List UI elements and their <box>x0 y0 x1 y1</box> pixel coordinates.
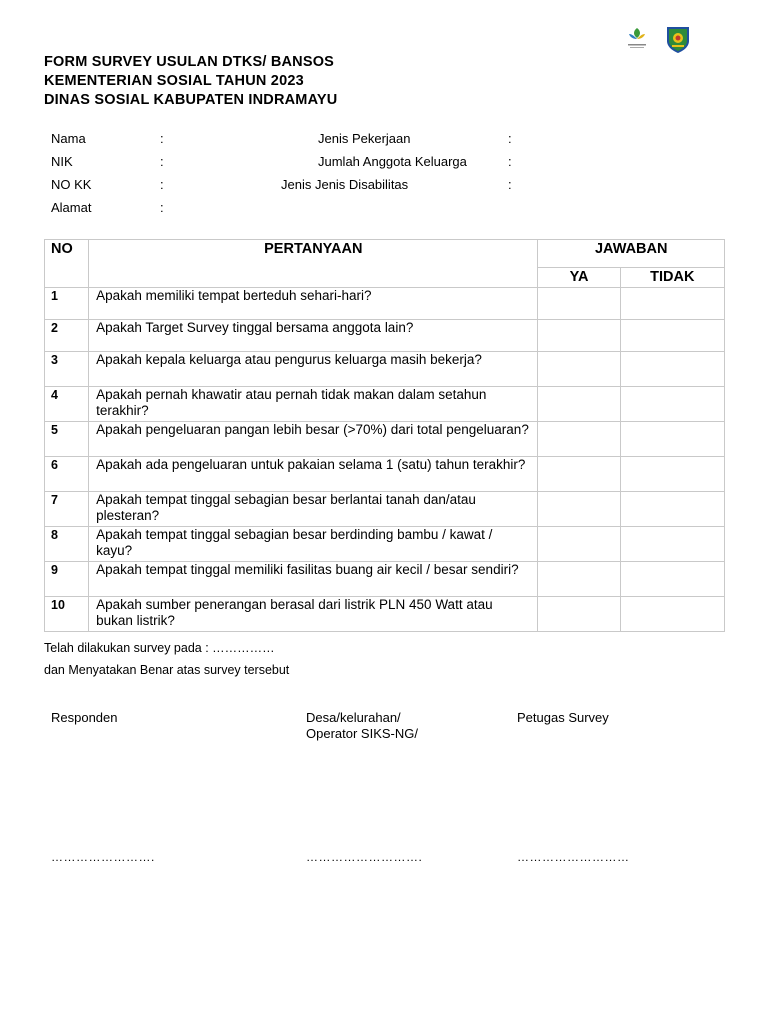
table-row <box>45 387 725 422</box>
header-no: NO <box>45 240 89 288</box>
signature-label-desa-line2: Operator SIKS-NG/ <box>306 726 418 741</box>
header-pertanyaan: PERTANYAAN <box>89 240 538 288</box>
statement-line: dan Menyatakan Benar atas survey tersebut <box>44 663 290 677</box>
answer-ya-cell[interactable] <box>538 422 620 457</box>
answer-ya-cell[interactable] <box>538 457 620 492</box>
answer-ya-cell[interactable] <box>538 320 620 352</box>
colon-pekerjaan: : <box>508 131 512 146</box>
answer-ya-cell[interactable] <box>538 597 620 632</box>
label-nik: NIK <box>51 154 73 169</box>
table-row <box>45 492 725 527</box>
answer-tidak-cell[interactable] <box>620 422 724 457</box>
answer-ya-cell[interactable] <box>538 387 620 422</box>
answer-ya-cell[interactable] <box>538 288 620 320</box>
row-number: 2 <box>45 320 89 352</box>
logo-area <box>624 24 692 54</box>
signature-label-desa <box>306 710 418 742</box>
answer-tidak-cell[interactable] <box>620 320 724 352</box>
colon-nik: : <box>160 154 164 169</box>
label-nama: Nama <box>51 131 86 146</box>
question-text: Apakah kepala keluarga atau pengurus keluarga masih bekerja? <box>89 352 538 387</box>
answer-ya-cell[interactable] <box>538 352 620 387</box>
answer-ya-cell[interactable] <box>538 562 620 597</box>
label-no-kk: NO KK <box>51 177 92 192</box>
answer-tidak-cell[interactable] <box>620 527 724 562</box>
kemensos-logo-icon <box>624 25 650 53</box>
question-text: Apakah tempat tinggal memiliki fasilitas buang air kecil / besar sendiri? <box>89 562 538 597</box>
signature-label-petugas: Petugas Survey <box>517 710 609 725</box>
question-text: Apakah memiliki tempat berteduh sehari-hari? <box>89 288 538 320</box>
question-text: Apakah tempat tinggal sebagian besar berdinding bambu / kawat / kayu? <box>89 527 538 562</box>
answer-tidak-cell[interactable] <box>620 597 724 632</box>
colon-alamat: : <box>160 200 164 215</box>
table-row <box>45 562 725 597</box>
answer-ya-cell[interactable] <box>538 527 620 562</box>
header-title-line3: DINAS SOSIAL KABUPATEN INDRAMAYU <box>44 92 338 108</box>
label-jenis-pekerjaan: Jenis Pekerjaan <box>318 131 411 146</box>
header-jawaban: JAWABAN <box>538 240 725 268</box>
header-title-line1: FORM SURVEY USULAN DTKS/ BANSOS <box>44 54 335 70</box>
indramayu-crest-icon <box>664 24 692 54</box>
colon-nama: : <box>160 131 164 146</box>
form-header <box>44 53 337 110</box>
row-number: 9 <box>45 562 89 597</box>
question-text: Apakah pengeluaran pangan lebih besar (>70%) dari total pengeluaran? <box>89 422 538 457</box>
row-number: 6 <box>45 457 89 492</box>
table-row <box>45 527 725 562</box>
header-tidak: TIDAK <box>620 268 724 288</box>
answer-tidak-cell[interactable] <box>620 562 724 597</box>
answer-tidak-cell[interactable] <box>620 387 724 422</box>
survey-date-line: Telah dilakukan survey pada : …………… <box>44 641 275 655</box>
table-row <box>45 288 725 320</box>
table-row <box>45 320 725 352</box>
row-number: 8 <box>45 527 89 562</box>
header-ya: YA <box>538 268 620 288</box>
survey-question-table <box>44 239 725 632</box>
label-jenis-disabilitas: Jenis Jenis Disabilitas <box>281 177 409 192</box>
row-number: 7 <box>45 492 89 527</box>
row-number: 4 <box>45 387 89 422</box>
table-row <box>45 597 725 632</box>
signature-label-desa-line1: Desa/kelurahan/ <box>306 710 401 725</box>
question-text: Apakah sumber penerangan berasal dari listrik PLN 450 Watt atau bukan listrik? <box>89 597 538 632</box>
answer-tidak-cell[interactable] <box>620 457 724 492</box>
row-number: 3 <box>45 352 89 387</box>
answer-tidak-cell[interactable] <box>620 288 724 320</box>
question-text: Apakah tempat tinggal sebagian besar berlantai tanah dan/atau plesteran? <box>89 492 538 527</box>
table-row <box>45 457 725 492</box>
row-number: 5 <box>45 422 89 457</box>
answer-tidak-cell[interactable] <box>620 492 724 527</box>
row-number: 10 <box>45 597 89 632</box>
signature-line-responden: ……………………. <box>51 850 155 864</box>
answer-ya-cell[interactable] <box>538 492 620 527</box>
colon-nokk: : <box>160 177 164 192</box>
question-text: Apakah Target Survey tinggal bersama anggota lain? <box>89 320 538 352</box>
question-text: Apakah pernah khawatir atau pernah tidak makan dalam setahun terakhir? <box>89 387 538 422</box>
table-row <box>45 422 725 457</box>
row-number: 1 <box>45 288 89 320</box>
label-alamat: Alamat <box>51 200 92 215</box>
answer-tidak-cell[interactable] <box>620 352 724 387</box>
colon-disabilitas: : <box>508 177 512 192</box>
table-row <box>45 352 725 387</box>
signature-line-desa: ………………………. <box>306 850 423 864</box>
signature-line-petugas: ……………………… <box>517 850 630 864</box>
label-jumlah-anggota: Jumlah Anggota Keluarga <box>318 154 467 169</box>
signature-label-responden: Responden <box>51 710 118 725</box>
question-text: Apakah ada pengeluaran untuk pakaian selama 1 (satu) tahun terakhir? <box>89 457 538 492</box>
header-title-line2: KEMENTERIAN SOSIAL TAHUN 2023 <box>44 73 304 89</box>
colon-anggota: : <box>508 154 512 169</box>
